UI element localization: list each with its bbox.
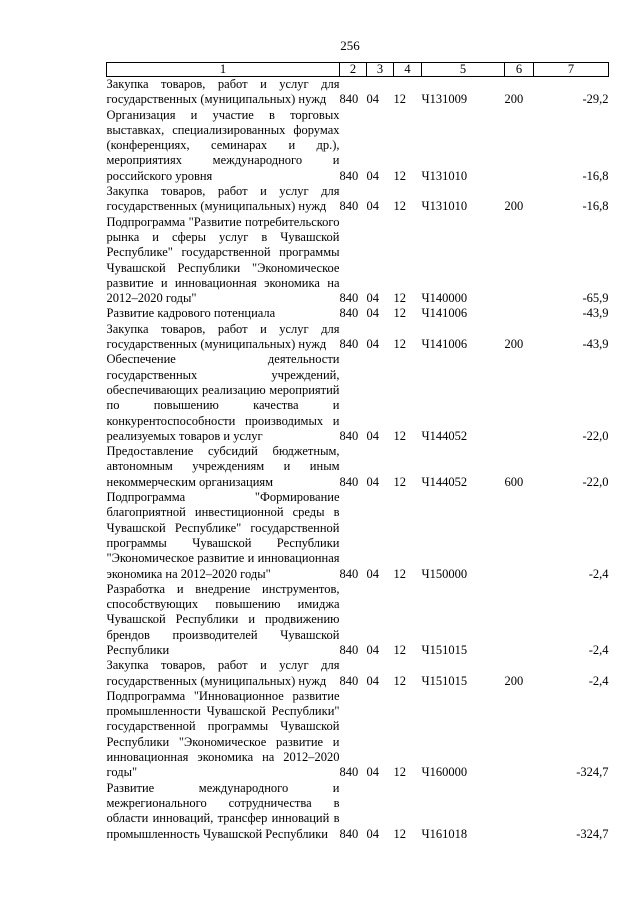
row-expense-type: 200 <box>504 92 524 107</box>
row-target-article: Ч151015 <box>421 673 468 688</box>
table-row <box>107 582 609 658</box>
row-section-code: 04 <box>366 168 379 183</box>
row-ministry-code: 840 <box>339 474 359 489</box>
table-row <box>107 77 609 108</box>
row-section-code: 04 <box>366 642 379 657</box>
table-row <box>107 444 609 490</box>
row-ministry-code: 840 <box>339 826 359 841</box>
table-row <box>107 490 609 582</box>
row-ministry-code: 840 <box>339 92 359 107</box>
page-number: 256 <box>340 38 360 53</box>
row-subsection-code: 12 <box>393 566 406 581</box>
row-target-article: Ч131010 <box>421 199 468 214</box>
row-expense-type: 200 <box>504 337 524 352</box>
row-name: Обеспечение деятельности государственных учреждений, обеспечивающих реализацию мероприятий по повышению качества и конкурентоспособности производимых и реализуемых товаров и услуг <box>106 352 340 443</box>
row-expense-type <box>505 306 534 321</box>
row-target-article: Ч160000 <box>421 765 468 780</box>
row-target-article: Ч151015 <box>421 642 468 657</box>
row-target-article: Ч144052 <box>421 474 468 489</box>
row-amount: -2,4 <box>588 642 609 657</box>
row-target-article: Ч140000 <box>421 291 468 306</box>
row-name: Подпрограмма "Развитие потребительского рынка и сферы услуг в Чувашской Республике" государственной программы Чувашской Республики "Экономическое развитие и инновационная экономика на 2012–2020 годы" <box>106 214 340 306</box>
row-amount: -22,0 <box>582 474 609 489</box>
row-amount: -65,9 <box>582 291 609 306</box>
row-section-code: 04 <box>366 765 379 780</box>
row-amount: -22,0 <box>582 428 609 443</box>
row-name: Развитие международного и межрегионального сотрудничества в области инноваций, трансфер инноваций в промышленность Чувашской Республики <box>106 780 340 841</box>
header-col-3: 3 <box>367 63 394 77</box>
row-ministry-code: 840 <box>339 566 359 581</box>
header-col-1: 1 <box>107 63 340 77</box>
row-section-code: 04 <box>366 566 379 581</box>
budget-table <box>106 62 609 842</box>
table-row <box>107 108 609 184</box>
row-subsection-code: 12 <box>393 199 406 214</box>
row-target-article: Ч131010 <box>421 168 468 183</box>
row-ministry-code: 840 <box>339 765 359 780</box>
table-row <box>107 306 609 321</box>
row-expense-type <box>505 108 534 184</box>
row-subsection-code: 12 <box>393 474 406 489</box>
row-name: Закупка товаров, работ и услуг для государственных (муниципальных) нужд <box>106 184 340 214</box>
row-amount: -324,7 <box>576 826 609 841</box>
row-section-code: 04 <box>366 673 379 688</box>
row-ministry-code: 840 <box>339 306 359 321</box>
row-amount: -2,4 <box>588 673 609 688</box>
table-body <box>107 77 609 842</box>
row-subsection-code: 12 <box>393 826 406 841</box>
row-name: Разработка и внедрение инструментов, способствующих повышению имиджа Чувашской Республики и продвижению брендов производителей Чувашской Республики <box>106 581 340 657</box>
table-row <box>107 658 609 689</box>
row-target-article: Ч161018 <box>421 826 468 841</box>
row-target-article: Ч150000 <box>421 566 468 581</box>
row-section-code: 04 <box>366 428 379 443</box>
row-section-code: 04 <box>366 306 379 321</box>
row-target-article: Ч141006 <box>421 306 468 321</box>
row-name: Подпрограмма "Инновационное развитие промышленности Чувашской Республики" государственной программы Чувашской Республики "Экономическое развитие и инновационная экономика на 2012–2020 годы" <box>106 688 340 780</box>
header-col-6: 6 <box>505 63 534 77</box>
row-subsection-code: 12 <box>393 306 406 321</box>
row-ministry-code: 840 <box>339 337 359 352</box>
row-target-article: Ч144052 <box>421 428 468 443</box>
row-section-code: 04 <box>366 337 379 352</box>
table-row <box>107 352 609 444</box>
row-amount: -16,8 <box>582 199 609 214</box>
row-ministry-code: 840 <box>339 168 359 183</box>
row-expense-type: 600 <box>504 474 524 489</box>
row-expense-type <box>505 490 534 582</box>
row-target-article: Ч131009 <box>421 92 468 107</box>
table-row <box>107 781 609 842</box>
row-name: Организация и участие в торговых выставках, специализированных форумах (конференциях, семинарах и др.), мероприятиях международного и российского уровня <box>106 107 340 183</box>
header-col-2: 2 <box>340 63 367 77</box>
row-name: Закупка товаров, работ и услуг для государственных (муниципальных) нужд <box>106 658 340 688</box>
row-expense-type <box>505 689 534 781</box>
table-row <box>107 215 609 307</box>
header-row <box>107 63 609 77</box>
row-section-code: 04 <box>366 474 379 489</box>
header-col-5: 5 <box>422 63 505 77</box>
row-subsection-code: 12 <box>393 428 406 443</box>
row-name: Предоставление субсидий бюджетным, автономным учреждениям и иным некоммерческим организациям <box>106 444 340 489</box>
row-expense-type <box>505 781 534 842</box>
row-expense-type <box>505 582 534 658</box>
row-amount: -324,7 <box>576 765 609 780</box>
table-row <box>107 689 609 781</box>
row-ministry-code: 840 <box>339 199 359 214</box>
row-subsection-code: 12 <box>393 673 406 688</box>
row-ministry-code: 840 <box>339 291 359 306</box>
row-expense-type <box>505 215 534 307</box>
row-subsection-code: 12 <box>393 337 406 352</box>
row-amount: -2,4 <box>588 566 609 581</box>
row-subsection-code: 12 <box>393 168 406 183</box>
row-name: Закупка товаров, работ и услуг для государственных (муниципальных) нужд <box>106 321 340 352</box>
table-header <box>107 63 609 77</box>
row-expense-type <box>505 352 534 444</box>
row-name: Закупка товаров, работ и услуг для государственных (муниципальных) нужд <box>106 77 340 107</box>
row-expense-type: 200 <box>504 673 524 688</box>
header-col-7: 7 <box>534 63 609 77</box>
row-subsection-code: 12 <box>393 642 406 657</box>
row-amount: -43,9 <box>582 306 609 321</box>
row-expense-type: 200 <box>504 199 524 214</box>
row-name: Развитие кадрового потенциала <box>106 306 276 321</box>
row-ministry-code: 840 <box>339 428 359 443</box>
table-row <box>107 184 609 215</box>
row-subsection-code: 12 <box>393 765 406 780</box>
row-ministry-code: 840 <box>339 673 359 688</box>
row-section-code: 04 <box>366 199 379 214</box>
row-section-code: 04 <box>366 291 379 306</box>
row-amount: -16,8 <box>582 168 609 183</box>
row-target-article: Ч141006 <box>421 337 468 352</box>
row-amount: -29,2 <box>582 92 609 107</box>
row-section-code: 04 <box>366 826 379 841</box>
header-col-4: 4 <box>394 63 422 77</box>
row-amount: -43,9 <box>582 337 609 352</box>
row-ministry-code: 840 <box>339 642 359 657</box>
row-subsection-code: 12 <box>393 291 406 306</box>
row-subsection-code: 12 <box>393 92 406 107</box>
row-section-code: 04 <box>366 92 379 107</box>
table-row <box>107 322 609 353</box>
row-name: Подпрограмма "Формирование благоприятной инвестиционной среды в Чувашской Республике" государственной программы Чувашской Республики "Экономическое развитие и инновационная экономика на 2012–2020 годы" <box>106 490 340 581</box>
